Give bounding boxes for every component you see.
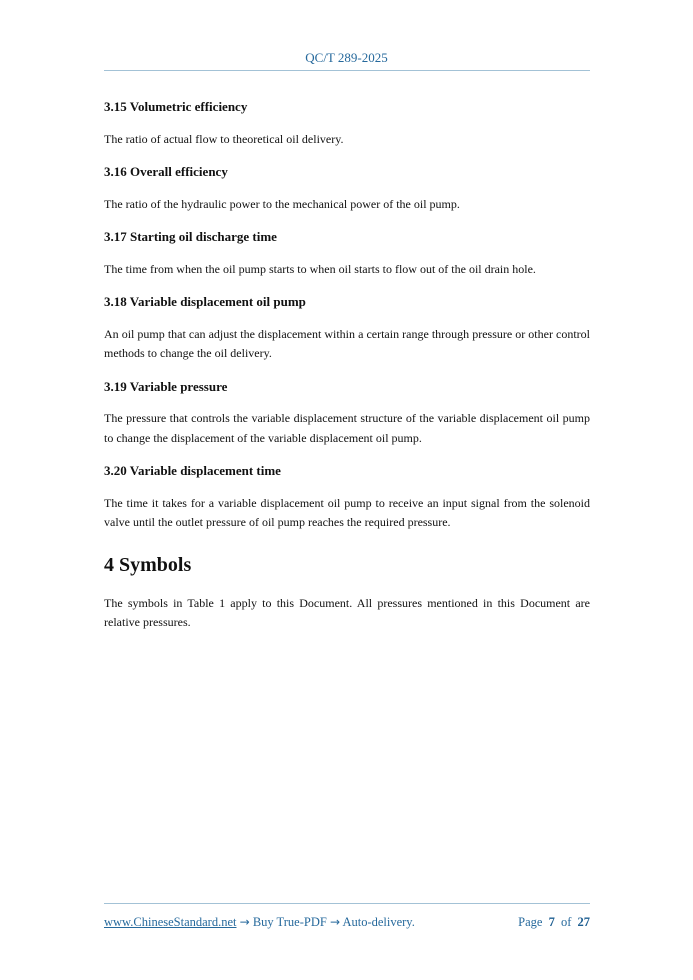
page-total-number: 27 bbox=[577, 915, 590, 929]
footer-link[interactable]: www.ChineseStandard.net bbox=[104, 915, 237, 929]
footer-promo bbox=[104, 915, 415, 930]
section-paragraph-3-18: An oil pump that can adjust the displacement within a certain range through pressure or other control methods to change the oil delivery. bbox=[104, 326, 590, 360]
section-heading-3-18: 3.18 Variable displacement oil pump bbox=[104, 294, 306, 309]
footer-delivery-text: Auto-delivery. bbox=[342, 915, 415, 929]
arrow-right-icon: → bbox=[329, 915, 340, 929]
page-current-number: 7 bbox=[548, 915, 555, 929]
arrow-right-icon: → bbox=[239, 915, 250, 929]
chapter-paragraph-symbols: The symbols in Table 1 apply to this Document. All pressures mentioned in this Document are relative pressures. bbox=[104, 595, 590, 629]
section-heading-3-19: 3.19 Variable pressure bbox=[104, 378, 228, 394]
document-body bbox=[104, 97, 590, 633]
section-paragraph-3-17: The time from when the oil pump starts to when oil starts to flow out of the oil drain hole. bbox=[104, 261, 536, 276]
section-paragraph-3-16: The ratio of the hydraulic power to the mechanical power of the oil pump. bbox=[104, 196, 460, 211]
chapter-heading-symbols: 4 Symbols bbox=[104, 553, 192, 576]
section-heading-3-15: 3.15 Volumetric efficiency bbox=[104, 99, 248, 114]
footer-buy-text: Buy True-PDF bbox=[252, 915, 327, 929]
footer-row bbox=[104, 915, 590, 930]
section-paragraph-3-20: The time it takes for a variable displacement oil pump to receive an input signal from the solenoid valve until the outlet pressure of oil pump reaches the required pressure. bbox=[104, 495, 590, 529]
page-indicator bbox=[518, 915, 590, 930]
section-heading-3-16: 3.16 Overall efficiency bbox=[104, 164, 228, 179]
footer-rule bbox=[104, 903, 590, 904]
page-footer bbox=[104, 903, 590, 930]
page-of-label: of bbox=[560, 915, 572, 929]
section-paragraph-3-19: The pressure that controls the variable displacement structure of the variable displacement oil pump to change the displacement of the variable displacement oil pump. bbox=[104, 411, 590, 445]
header-doc-number: QC/T 289-2025 bbox=[305, 50, 388, 65]
page-header bbox=[0, 0, 693, 71]
header-rule bbox=[104, 70, 590, 71]
section-heading-3-20: 3.20 Variable displacement time bbox=[104, 463, 281, 478]
section-heading-3-17: 3.17 Starting oil discharge time bbox=[104, 229, 277, 244]
section-paragraph-3-15: The ratio of actual flow to theoretical oil delivery. bbox=[104, 131, 344, 146]
page-label: Page bbox=[518, 915, 543, 929]
